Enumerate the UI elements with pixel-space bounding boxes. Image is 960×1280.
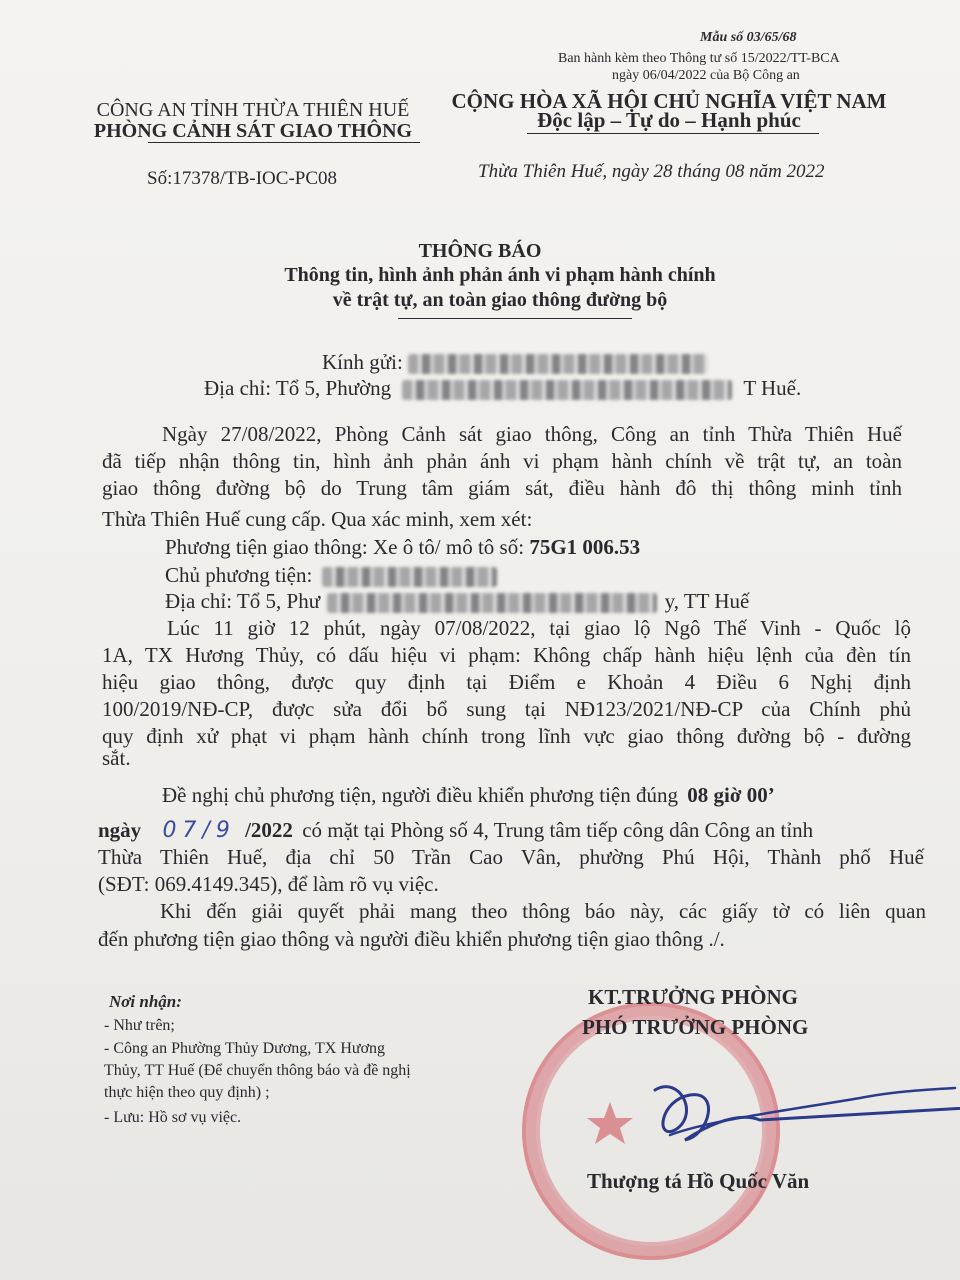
violation-line: 100/2019/NĐ-CP, được sửa đổi bổ sung tại NĐ123/2021/NĐ-CP của Chính phủ	[102, 697, 911, 721]
form-issued-line2: ngày 06/04/2022 của Bộ Công an	[612, 68, 800, 83]
violation-line: hiệu giao thông, được quy định tại Điểm e Khoản 4 Điều 6 Nghị định	[102, 670, 911, 694]
appointment-day-label: ngày	[98, 818, 142, 842]
owner-address-tail: y, TT Huế	[664, 589, 750, 613]
recipient-label-text: Kính gửi:	[322, 350, 403, 374]
seal-star-icon	[587, 1102, 633, 1144]
place-and-date: Thừa Thiên Huế, ngày 28 tháng 08 năm 2022	[478, 161, 825, 182]
license-plate: 75G1 006.53	[529, 535, 641, 559]
request-text: Đề nghị chủ phương tiện, người điều khiển phương tiện đúng	[162, 783, 678, 807]
recipients-line: - Như trên;	[104, 1017, 175, 1034]
violation-line: quy định xử phạt vi phạm hành chính trong lĩnh vực giao thông đường bộ - đường	[102, 724, 911, 748]
recipient-address	[204, 375, 801, 402]
notice-subtitle-1: Thông tin, hình ảnh phản ánh vi phạm hành chính	[284, 264, 716, 286]
request-line: Thừa Thiên Huế, địa chỉ 50 Trần Cao Vân, phường Phú Hội, Thành phố Huế	[98, 845, 924, 869]
recipients-line: thực hiện theo quy định) ;	[104, 1084, 270, 1101]
motto-underline	[527, 133, 819, 134]
recipient-address-label: Địa chỉ: Tổ 5, Phường	[204, 376, 392, 400]
redacted-recipient-name	[408, 354, 708, 374]
owner-address-label: Địa chỉ: Tổ 5, Phư	[165, 589, 321, 613]
department-underline	[148, 142, 420, 143]
department-name: PHÒNG CẢNH SÁT GIAO THÔNG	[93, 120, 413, 142]
body-line: đã tiếp nhận thông tin, hình ảnh phản ánh vi phạm hành chính về trật tự, an toàn	[102, 449, 902, 473]
body-line: giao thông đường bộ do Trung tâm giám sát, điều hành đô thị thông minh tỉnh	[102, 476, 902, 500]
title-underline	[398, 318, 632, 319]
request-line	[162, 782, 922, 809]
owner-line	[165, 562, 497, 589]
agency-name: CÔNG AN TỈNH THỪA THIÊN HUẾ	[96, 99, 410, 121]
recipients-heading: Nơi nhận:	[109, 992, 182, 1011]
signer-name: Thượng tá Hồ Quốc Văn	[587, 1169, 810, 1193]
violation-line: Lúc 11 giờ 12 phút, ngày 07/08/2022, tại giao lộ Ngô Thế Vinh - Quốc lộ	[167, 616, 911, 640]
vehicle-line	[165, 534, 640, 561]
request-line: (SĐT: 069.4149.345), để làm rõ vụ việc.	[98, 872, 439, 896]
request-location: có mặt tại Phòng số 4, Trung tâm tiếp công dân Công an tỉnh	[302, 818, 814, 842]
violation-line: sắt.	[102, 746, 131, 770]
violation-line: 1A, TX Hương Thủy, có dấu hiệu vi phạm: Không chấp hành hiệu lệnh của đèn tín	[102, 643, 911, 667]
signer-title-1: KT.TRƯỞNG PHÒNG	[588, 985, 798, 1009]
closing-line: Khi đến giải quyết phải mang theo thông báo này, các giấy tờ có liên quan	[160, 899, 926, 923]
recipients-line: - Công an Phường Thủy Dương, TX Hương	[104, 1040, 386, 1057]
recipient-address-tail: T Huế.	[743, 376, 802, 400]
redacted-owner-address	[327, 593, 657, 613]
national-motto: Độc lập – Tự do – Hạnh phúc	[537, 108, 801, 132]
appointment-time: 08 giờ 00’	[687, 783, 775, 807]
country-name: CỘNG HÒA XÃ HỘI CHỦ NGHĨA VIỆT NAM	[451, 89, 887, 113]
recipient-label	[322, 349, 708, 376]
document-number: Số:17378/TB-IOC-PC08	[147, 168, 338, 189]
form-issued-line1: Ban hành kèm theo Thông tư số 15/2022/TT-BCA	[558, 51, 840, 66]
appointment-year: /2022	[245, 818, 293, 842]
handwritten-date: 07/9	[162, 818, 236, 843]
closing-line: đến phương tiện giao thông và người điều khiển phương tiện giao thông ./.	[98, 927, 725, 951]
form-number: Mẫu số 03/65/68	[700, 30, 797, 45]
vehicle-label: Phương tiện giao thông: Xe ô tô/ mô tô số:	[165, 535, 525, 559]
body-line: Ngày 27/08/2022, Phòng Cảnh sát giao thông, Công an tỉnh Thừa Thiên Huế	[162, 422, 902, 446]
owner-address-line	[165, 588, 749, 615]
owner-label: Chủ phương tiện:	[165, 563, 313, 587]
notice-title: THÔNG BÁO	[418, 240, 542, 262]
notice-subtitle-2: về trật tự, an toàn giao thông đường bộ	[332, 289, 668, 311]
redacted-recipient-address	[402, 380, 732, 400]
recipients-line: - Lưu: Hồ sơ vụ việc.	[104, 1109, 242, 1126]
redacted-owner-name	[322, 567, 497, 587]
recipients-line: Thủy, TT Huế (Để chuyển thông báo và đề nghị	[104, 1062, 411, 1079]
body-line: Thừa Thiên Huế cung cấp. Qua xác minh, xem xét:	[102, 507, 533, 531]
request-date-line	[98, 817, 813, 844]
signer-title-2: PHÓ TRƯỞNG PHÒNG	[582, 1015, 809, 1039]
